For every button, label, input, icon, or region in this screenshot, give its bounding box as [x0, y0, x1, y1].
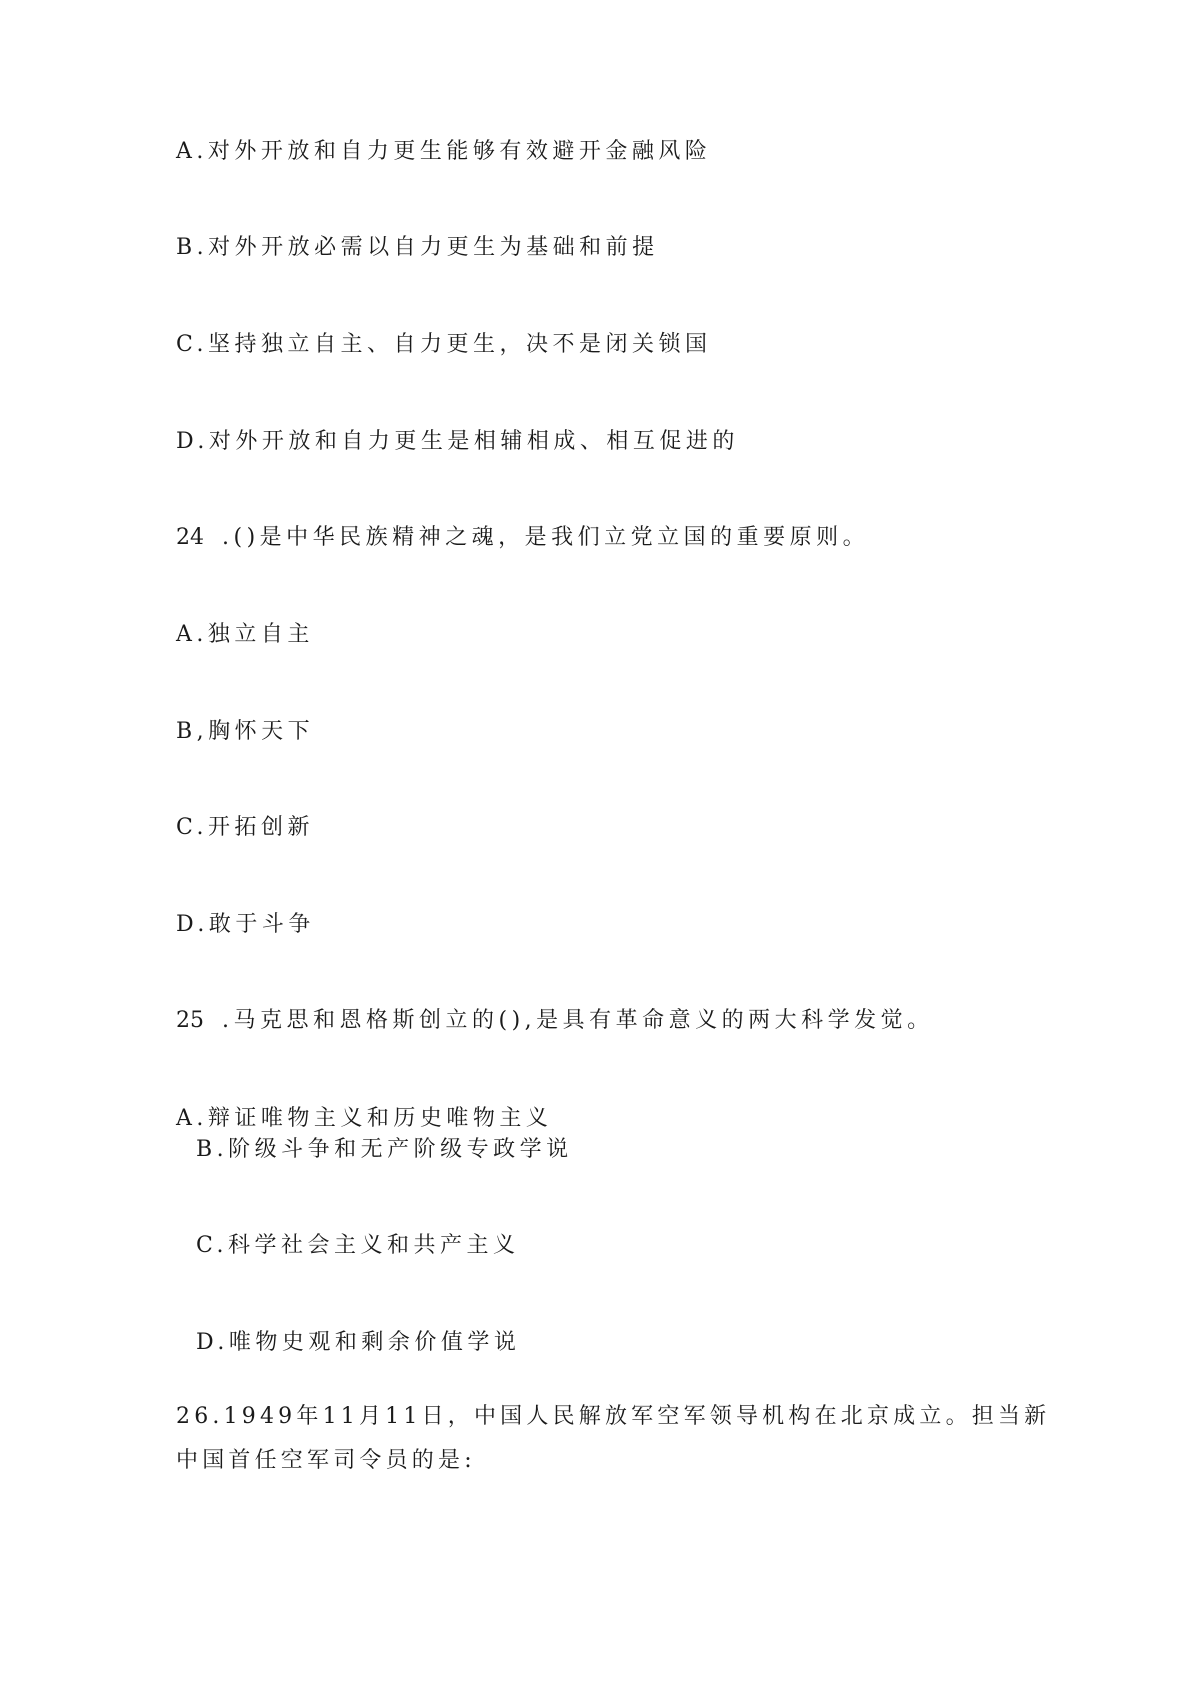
q24-number: 24: [176, 525, 204, 550]
q23-option-b: B.对外开放必需以自力更生为基础和前提: [176, 235, 659, 260]
q25-number: 25: [176, 1008, 204, 1033]
q24-option-a: A.独立自主: [176, 622, 314, 647]
q25-option-c: C.科学社会主义和共产主义: [196, 1233, 520, 1258]
q24-option-b: B,胸怀天下: [176, 719, 315, 744]
q25-stem: .马克思和恩格斯创立的(),是具有革命意义的两大科学发觉。: [222, 1008, 934, 1033]
q24-question: [176, 523, 869, 553]
q23-option-c: C.坚持独立自主、自力更生，决不是闭关锁国: [176, 332, 712, 357]
q25-option-a: A.辩证唯物主义和历史唯物主义: [176, 1106, 553, 1131]
q24-option-d: D.敢于斗争: [176, 912, 315, 937]
q23-option-d: D.对外开放和自力更生是相辅相成、相互促进的: [176, 429, 739, 454]
q23-option-a: A.对外开放和自力更生能够有效避开金融风险: [176, 139, 712, 164]
q25-question: [176, 1006, 934, 1036]
q25-option-d: D.唯物史观和剩余价值学说: [196, 1330, 521, 1355]
q24-option-c: C.开拓创新: [176, 815, 315, 840]
q25-option-b: B.阶级斗争和无产阶级专政学说: [196, 1137, 573, 1162]
q24-stem: .()是中华民族精神之魂，是我们立党立国的重要原则。: [222, 525, 870, 550]
q26-question: 26.1949年11月11日，中国人民解放军空军领导机构在北京成立。担当新中国首任空军司令员的是:: [176, 1404, 1051, 1473]
